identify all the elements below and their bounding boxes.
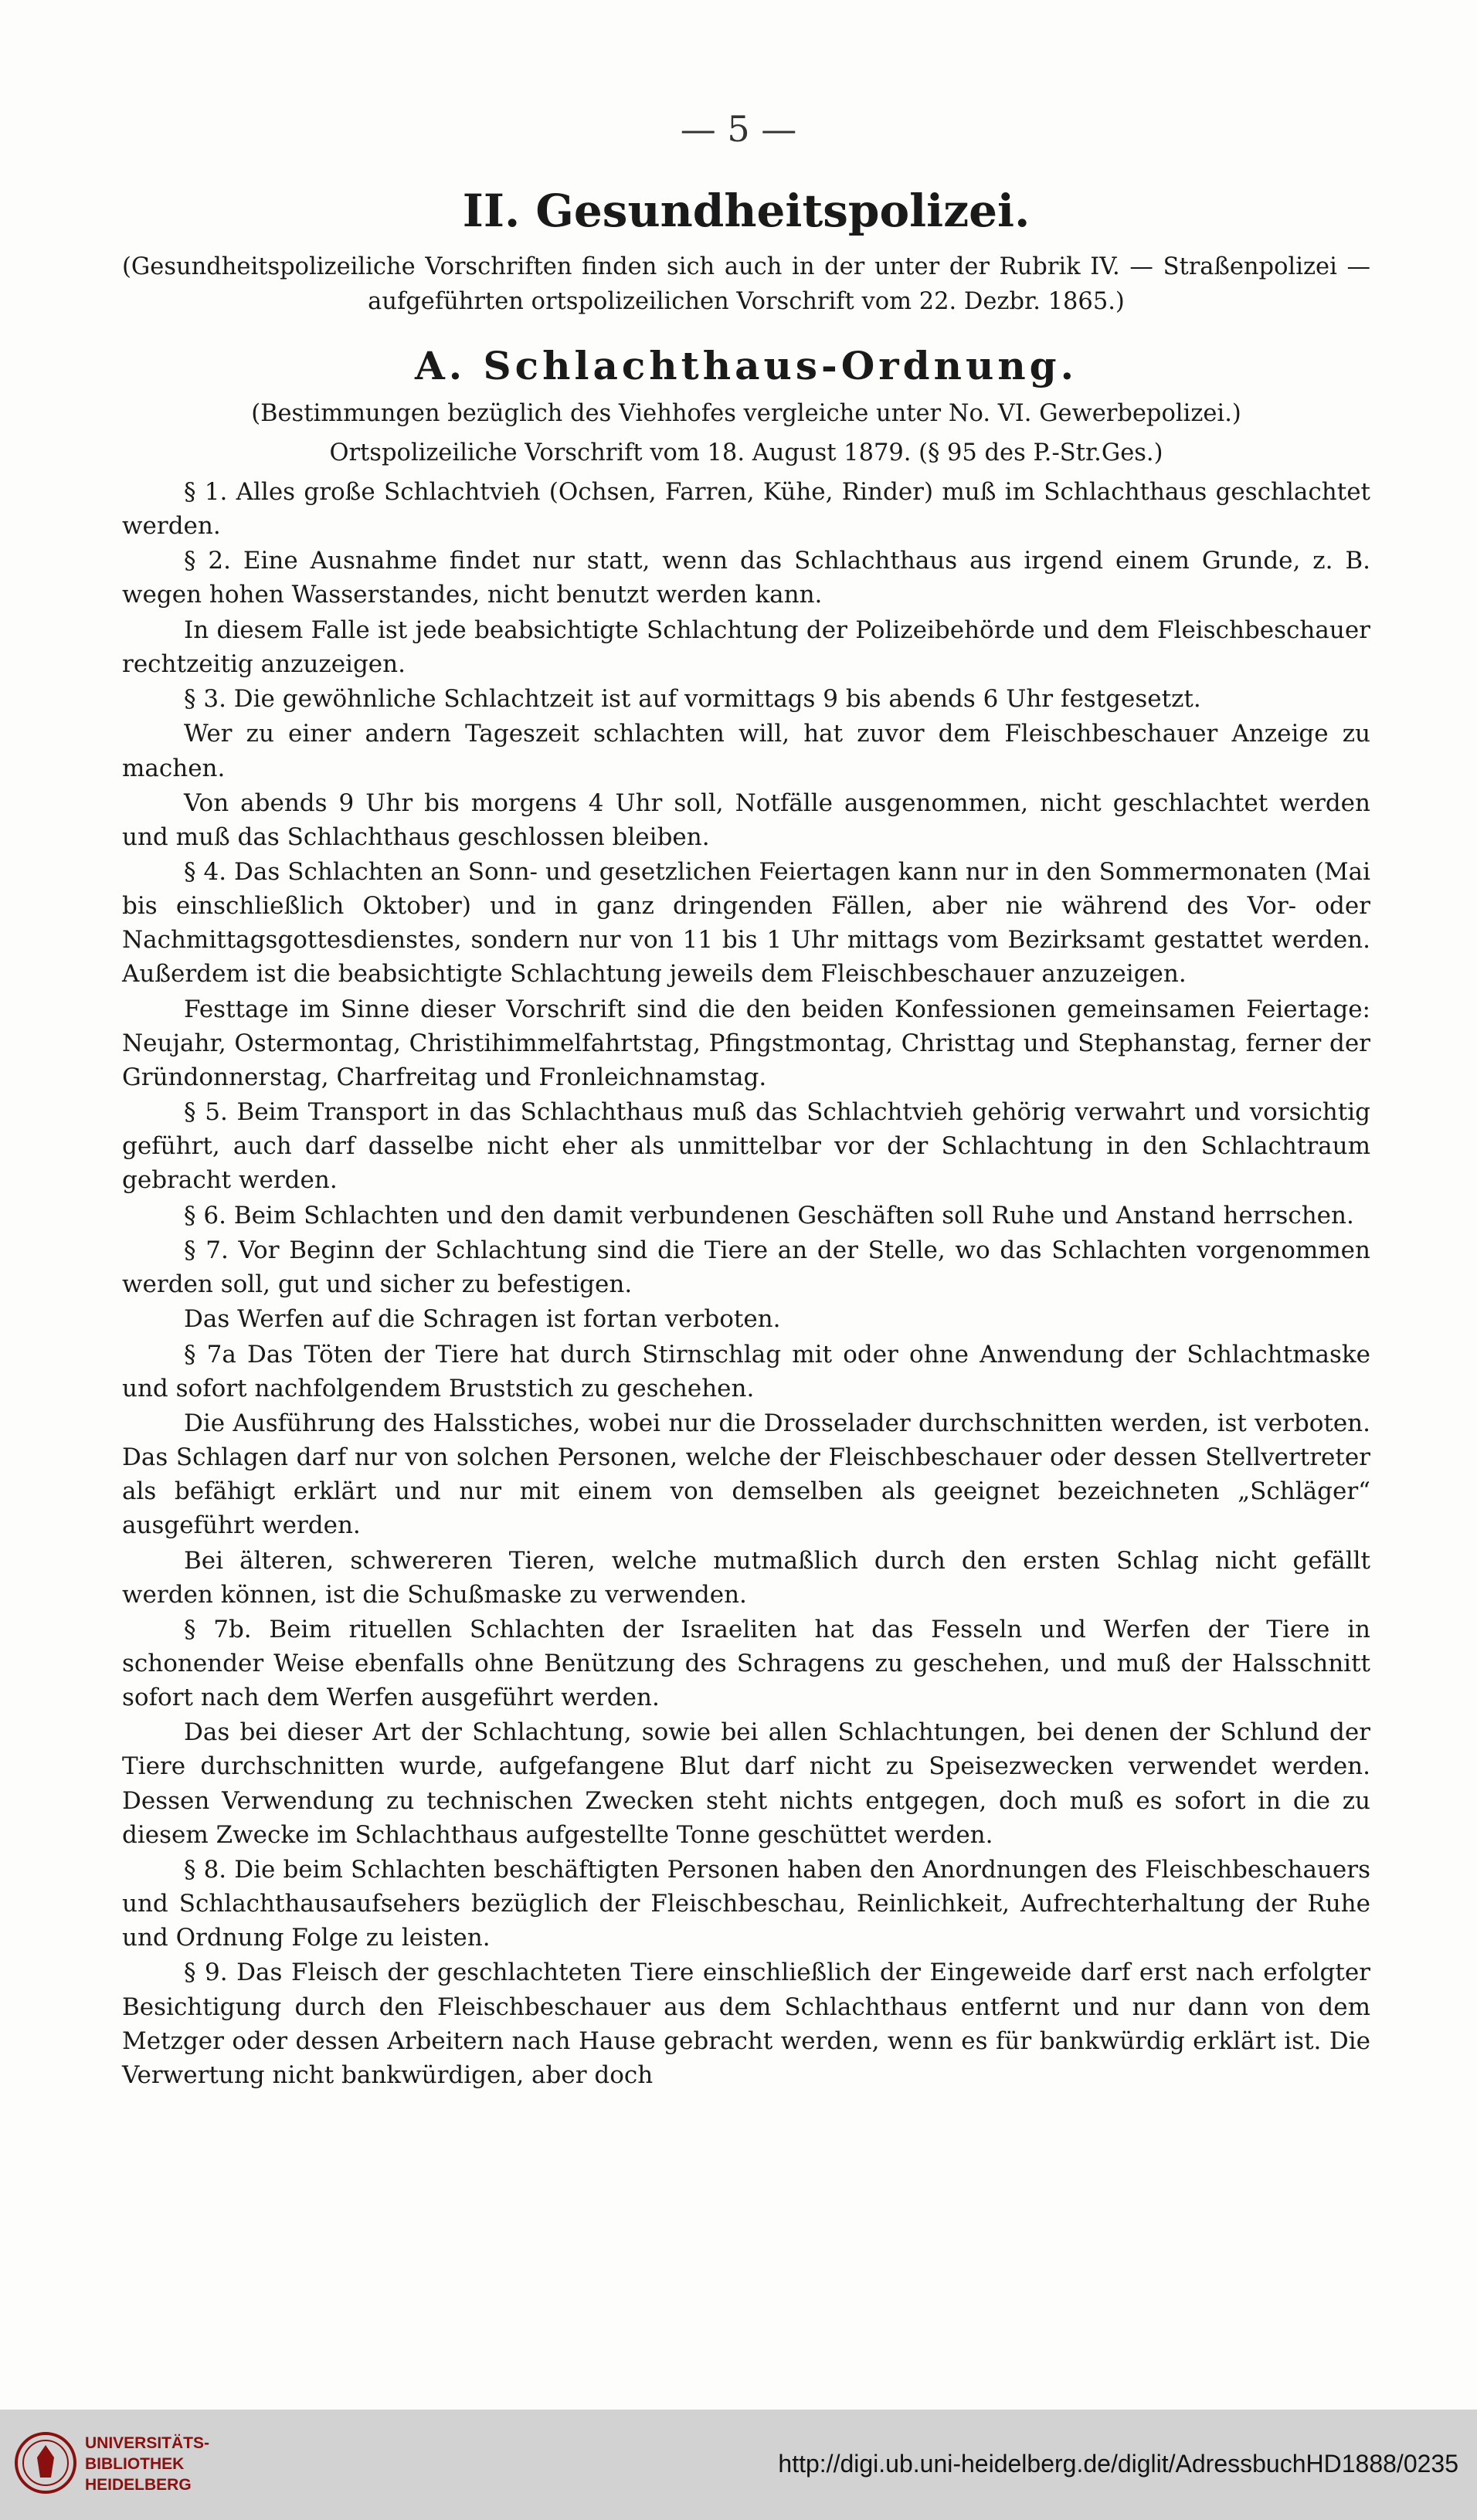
source-url-link[interactable]: http://digi.ub.uni-heidelberg.de/diglit/AdressbuchHD1888/0235	[778, 2450, 1458, 2478]
footer-bar	[0, 2410, 1477, 2520]
paragraph: Bei älteren, schwereren Tieren, welche mutmaßlich durch den ersten Schlag nicht gefällt werden können, ist die Schußmaske zu verwenden.	[122, 1546, 1370, 1609]
page-title: II. Gesundheitspolizei.	[462, 185, 1031, 237]
paragraph: § 4. Das Schlachten an Sonn- und gesetzlichen Feiertagen kann nur in den Sommermonaten (Mai bis einschließlich Oktober) und in ganz dringenden Fällen, aber nie während des Vor- oder Nachmittagsgottesdienstes, sondern nur von 11 bis 1 Uhr mittags vom Bezirksamt gestattet werden. Außerdem ist die beabsichtigte Schlachtung jeweils dem Fleischbeschauer anzuzeigen.	[122, 858, 1370, 989]
paragraph: In diesem Falle ist jede beabsichtigte Schlachtung der Polizeibehörde und dem Fleischbeschauer rechtzeitig anzuzeigen.	[122, 616, 1370, 678]
paragraph: Das bei dieser Art der Schlachtung, sowie bei allen Schlachtungen, bei denen der Schlund der Tiere durchschnitten wurde, aufgefangene Blut darf nicht zu Speisezwecken verwendet werden. Dessen Verwendung zu technischen Zwecken steht nichts entgegen, doch muß es sofort in die zu diesem Zwecke im Schlachthaus aufgestellte Tonne geschüttet werden.	[122, 1718, 1370, 1849]
paragraph: § 7a Das Töten der Tiere hat durch Stirnschlag mit oder ohne Anwendung der Schlachtmaske und sofort nachfolgendem Bruststich zu geschehen.	[122, 1340, 1370, 1402]
logo-line-1: UNIVERSITÄTS-	[85, 2434, 210, 2452]
section-subheading-2: Ortspolizeiliche Vorschrift vom 18. August 1879. (§ 95 des P.-Str.Ges.)	[329, 439, 1163, 466]
paragraph: § 8. Die beim Schlachten beschäftigten Personen haben den Anordnungen des Fleischbeschauers und Schlachthausaufsehers bezüglich der Fleischbeschau, Reinlichkeit, Aufrechterhaltung der Ruhe und Ordnung Folge zu leisten.	[122, 1855, 1370, 1952]
page-number: — 5 —	[680, 108, 797, 150]
paragraph-list	[122, 475, 1370, 2092]
paragraph: Festtage im Sinne dieser Vorschrift sind die den beiden Konfessionen gemeinsamen Feiertage: Neujahr, Ostermontag, Christihimmelfahrtstag, Pfingstmontag, Christtag und Stephanstag, ferner der Gründonnerstag, Charfreitag und Fronleichnamstag.	[122, 995, 1370, 1091]
logo-line-2: BIBLIOTHEK	[85, 2455, 185, 2473]
library-logo-text	[85, 2433, 209, 2495]
logo-line-3: HEIDELBERG	[85, 2476, 192, 2494]
paragraph: § 7. Vor Beginn der Schlachtung sind die Tiere an der Stelle, wo das Schlachten vorgenommen werden soll, gut und sicher zu befestigen.	[122, 1236, 1370, 1299]
section-heading: A. Schlachthaus-Ordnung.	[414, 343, 1078, 388]
paragraph: § 7b. Beim rituellen Schlachten der Israeliten hat das Fesseln und Werfen der Tiere in schonender Weise ebenfalls ohne Benützung des Schragens zu geschehen, und muß der Halsschnitt sofort nach dem Werfen ausgeführt werden.	[122, 1615, 1370, 1712]
intro-note: (Gesundheitspolizeiliche Vorschriften finden sich auch in der unter der Rubrik IV. — Straßenpolizei — aufgeführten ortspolizeilichen Vorschrift vom 22. Dezbr. 1865.)	[122, 253, 1370, 315]
page-content	[122, 181, 1370, 2093]
paragraph: Von abends 9 Uhr bis morgens 4 Uhr soll, Notfälle ausgenommen, nicht geschlachtet werden und muß das Schlachthaus geschlossen bleiben.	[122, 789, 1370, 851]
paragraph: § 2. Eine Ausnahme findet nur statt, wenn das Schlachthaus aus irgend einem Grunde, z. B. wegen hohen Wasserstandes, nicht benutzt werden kann.	[122, 547, 1370, 609]
paragraph: Die Ausführung des Halsstiches, wobei nur die Drosselader durchschnitten werden, ist verboten. Das Schlagen darf nur von solchen Personen, welche der Fleischbeschauer oder dessen Stellvertreter als befähigt erklärt und nur mit einem von demselben als geeignet bezeichneten „Schläger“ ausgeführt werden.	[122, 1409, 1370, 1540]
paragraph: § 5. Beim Transport in das Schlachthaus muß das Schlachtvieh gehörig verwahrt und vorsichtig geführt, auch darf dasselbe nicht eher als unmittelbar vor der Schlachtung in den Schlachtraum gebracht werden.	[122, 1098, 1370, 1195]
section-subheading-1: (Bestimmungen bezüglich des Viehhofes vergleiche unter No. VI. Gewerbepolizei.)	[251, 400, 1241, 427]
paragraph: Wer zu einer andern Tageszeit schlachten will, hat zuvor dem Fleischbeschauer Anzeige zu machen.	[122, 720, 1370, 782]
paragraph: § 3. Die gewöhnliche Schlachtzeit ist auf vormittags 9 bis abends 6 Uhr festgesetzt.	[184, 685, 1201, 714]
paragraph: § 1. Alles große Schlachtvieh (Ochsen, Farren, Kühe, Rinder) muß im Schlachthaus geschlachtet werden.	[122, 478, 1370, 541]
paragraph: Das Werfen auf die Schragen ist fortan verboten.	[184, 1305, 781, 1334]
university-seal-icon	[14, 2431, 77, 2495]
paragraph: § 6. Beim Schlachten und den damit verbundenen Geschäften soll Ruhe und Anstand herrschen.	[184, 1201, 1354, 1229]
paragraph: § 9. Das Fleisch der geschlachteten Tiere einschließlich der Eingeweide darf erst nach erfolgter Besichtigung durch den Fleischbeschauer aus dem Schlachthaus entfernt und nur dann von dem Metzger oder dessen Arbeitern nach Hause gebracht werden, wenn es für bankwürdig erklärt ist. Die Verwertung nicht bankwürdigen, aber doch	[122, 1959, 1370, 2089]
